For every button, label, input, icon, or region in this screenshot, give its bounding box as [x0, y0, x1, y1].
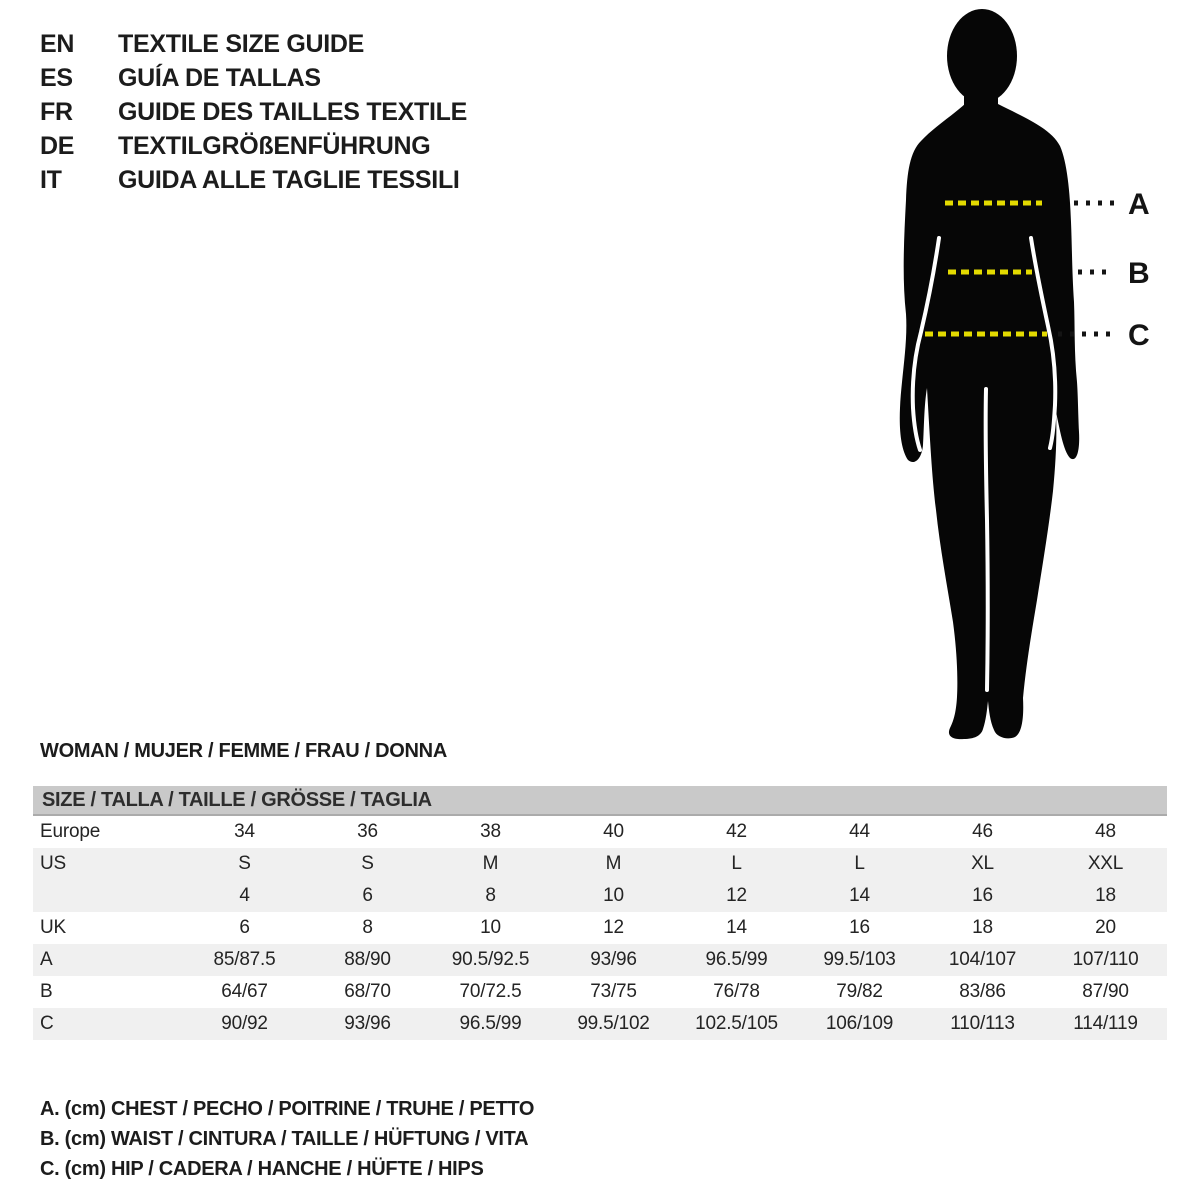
language-title: GUÍA DE TALLAS: [118, 63, 321, 92]
table-row: [33, 1008, 1167, 1040]
size-value-cell: 85/87.5: [213, 949, 276, 970]
size-value-cell: 90.5/92.5: [451, 949, 530, 970]
language-title: GUIDA ALLE TAGLIE TESSILI: [118, 165, 460, 194]
language-title: TEXTILE SIZE GUIDE: [118, 29, 365, 58]
row-label-cell: [33, 880, 183, 912]
size-table-body: [33, 816, 1167, 1040]
legend-line: C. (cm) HIP / CADERA / HANCHE / HÜFTE / HIPS: [40, 1158, 484, 1180]
size-value-cell: 70/72.5: [459, 981, 522, 1002]
row-label-cell: C: [40, 1013, 54, 1034]
size-value-cell: 16: [849, 917, 870, 938]
chest-label: A: [1128, 188, 1150, 221]
size-value-cell: 87/90: [1082, 981, 1129, 1002]
language-code: IT: [40, 165, 62, 194]
size-value-cell: 14: [849, 885, 870, 906]
language-title: GUIDE DES TAILLES TEXTILE: [118, 97, 468, 126]
size-value-cell: 48: [1095, 821, 1116, 842]
size-value-cell: 34: [234, 821, 255, 842]
language-code: EN: [40, 29, 75, 58]
size-value-cell: L: [854, 853, 865, 874]
waist-label: B: [1128, 257, 1150, 290]
size-value-cell: 20: [1095, 917, 1116, 938]
size-value-cell: S: [361, 853, 374, 874]
size-value-cell: 83/86: [959, 981, 1006, 1002]
row-label-cell: US: [40, 853, 66, 874]
size-value-cell: 90/92: [221, 1013, 268, 1034]
size-value-cell: 46: [972, 821, 993, 842]
size-value-cell: 110/113: [950, 1013, 1015, 1034]
size-value-cell: 93/96: [590, 949, 637, 970]
legend-line: B. (cm) WAIST / CINTURA / TAILLE / HÜFTUNG / VITA: [40, 1128, 529, 1150]
size-value-cell: L: [731, 853, 742, 874]
woman-silhouette-svg: [850, 0, 1200, 745]
size-value-cell: 10: [603, 885, 624, 906]
leg-gap: [986, 389, 988, 690]
size-value-cell: 38: [480, 821, 501, 842]
size-value-cell: 68/70: [344, 981, 391, 1002]
size-value-cell: 102.5/105: [695, 1013, 778, 1034]
row-label-cell: A: [40, 949, 53, 970]
size-value-cell: 8: [485, 885, 496, 906]
size-value-cell: 114/119: [1073, 1013, 1138, 1034]
table-row: [33, 880, 1167, 912]
size-value-cell: 6: [239, 917, 250, 938]
size-value-cell: 79/82: [836, 981, 883, 1002]
measurement-legend: [40, 1094, 534, 1184]
size-value-cell: 76/78: [713, 981, 760, 1002]
size-value-cell: 18: [1095, 885, 1116, 906]
size-value-cell: 36: [357, 821, 378, 842]
section-title: WOMAN / MUJER / FEMME / FRAU / DONNA: [40, 740, 447, 762]
language-code: FR: [40, 97, 73, 126]
language-list: [40, 27, 467, 197]
table-row: [33, 912, 1167, 944]
size-value-cell: 6: [362, 885, 373, 906]
size-value-cell: XL: [971, 853, 994, 874]
legend-line: A. (cm) CHEST / PECHO / POITRINE / TRUHE / PETTO: [40, 1098, 535, 1120]
size-value-cell: 40: [603, 821, 624, 842]
row-label-cell: UK: [40, 917, 66, 938]
language-code: DE: [40, 131, 75, 160]
size-value-cell: XXL: [1087, 853, 1124, 874]
size-value-cell: 12: [726, 885, 747, 906]
row-label-cell: B: [40, 981, 53, 1002]
size-value-cell: 99.5/103: [823, 949, 896, 970]
size-table-header: SIZE / TALLA / TAILLE / GRÖSSE / TAGLIA: [33, 786, 1167, 816]
size-value-cell: 42: [726, 821, 747, 842]
size-value-cell: 64/67: [221, 981, 268, 1002]
size-value-cell: 99.5/102: [577, 1013, 650, 1034]
size-figure: [850, 0, 1200, 745]
size-value-cell: 16: [972, 885, 993, 906]
size-value-cell: 107/110: [1072, 949, 1139, 970]
size-value-cell: 8: [362, 917, 373, 938]
language-code: ES: [40, 63, 73, 92]
size-value-cell: 73/75: [590, 981, 637, 1002]
hip-label: C: [1128, 319, 1150, 352]
table-row: [33, 848, 1167, 880]
language-row: [40, 163, 467, 197]
size-value-cell: 44: [849, 821, 870, 842]
table-row: [33, 976, 1167, 1008]
size-value-cell: M: [482, 853, 499, 874]
size-value-cell: S: [238, 853, 251, 874]
size-value-cell: 104/107: [948, 949, 1017, 970]
size-value-cell: M: [605, 853, 622, 874]
language-title: TEXTILGRÖßENFÜHRUNG: [118, 131, 431, 160]
size-value-cell: 96.5/99: [459, 1013, 522, 1034]
table-row: [33, 816, 1167, 848]
table-row: [33, 944, 1167, 976]
size-value-cell: 12: [603, 917, 624, 938]
language-row: [40, 61, 467, 95]
size-value-cell: 10: [480, 917, 501, 938]
size-table: [33, 786, 1167, 1040]
size-value-cell: 4: [239, 885, 250, 906]
row-label-cell: Europe: [40, 821, 101, 842]
language-row: [40, 27, 467, 61]
size-value-cell: 14: [726, 917, 747, 938]
language-row: [40, 129, 467, 163]
size-value-cell: 93/96: [344, 1013, 391, 1034]
size-value-cell: 88/90: [344, 949, 391, 970]
size-table-grid: [33, 816, 1167, 1040]
size-value-cell: 18: [972, 917, 993, 938]
language-row: [40, 95, 467, 129]
size-value-cell: 96.5/99: [705, 949, 768, 970]
size-value-cell: 106/109: [825, 1013, 894, 1034]
